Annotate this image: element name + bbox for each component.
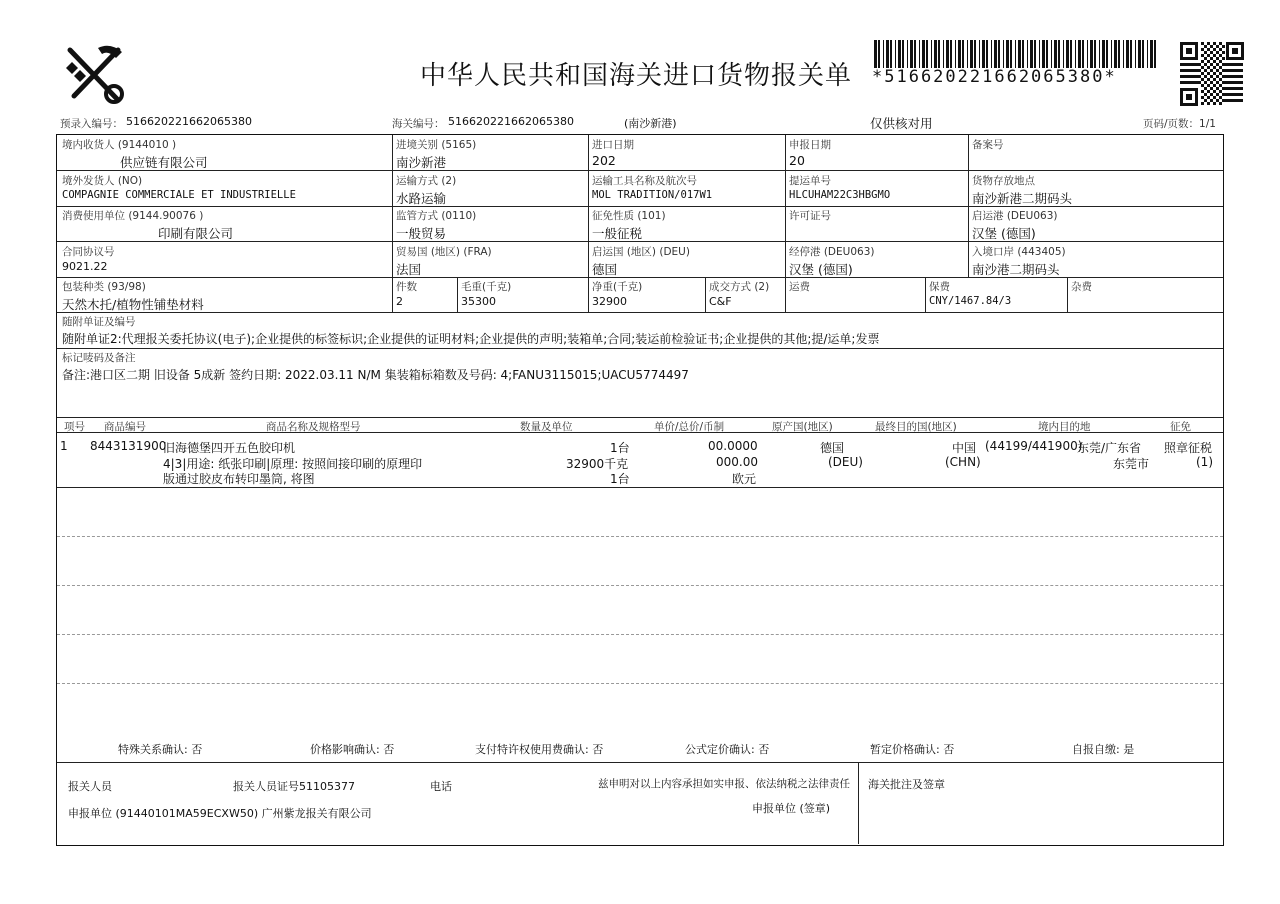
net-weight-label: 净重(千克): [592, 281, 643, 293]
transport-label: 运输方式 (2): [396, 175, 457, 187]
storage-label: 货物存放地点: [972, 175, 1035, 187]
shipper-label: 境外发货人 (NO): [62, 175, 143, 187]
origin-port-label: 启运港 (DEU063): [972, 210, 1058, 222]
item-domestic-line2: 东莞市: [1113, 457, 1150, 471]
item-no: 1: [60, 439, 68, 453]
declaring-unit: 申报单位 (91440101MA59ECXW50) 广州紫龙报关有限公司: [68, 807, 372, 820]
pieces-value: 2: [396, 295, 403, 308]
col-header-dest: 最终目的国(地区): [875, 421, 957, 433]
misc-fee-label: 杂费: [1071, 281, 1092, 293]
item-levy-line1: 照章征税: [1164, 441, 1213, 455]
item-domestic-line1: 东莞/广东省: [1077, 441, 1142, 455]
freight-label: 运费: [789, 281, 810, 293]
self-pay-confirm: 自报自缴: 是: [1072, 743, 1135, 756]
contract-label: 合同协议号: [62, 246, 115, 258]
insurance-value: CNY/1467.84/3: [929, 295, 1012, 307]
col-header-item: 项号: [64, 421, 85, 433]
customs-emblem-logo: [58, 40, 132, 110]
item-origin-line2: (DEU): [828, 455, 863, 469]
bl-label: 提运单号: [789, 175, 831, 187]
item-qty-line1: 1台: [610, 441, 630, 455]
col-header-code: 商品编号: [104, 421, 146, 433]
supervision-value: 一般贸易: [396, 226, 447, 241]
col-header-levy: 征免: [1170, 421, 1191, 433]
col-header-name: 商品名称及规格型号: [266, 421, 361, 433]
provisional-confirm: 暂定价格确认: 否: [870, 743, 955, 756]
consumer-value: 印刷有限公司: [158, 226, 234, 241]
port-name: (南沙新港): [624, 117, 677, 130]
entry-customs-label: 进境关别 (5165): [396, 139, 477, 151]
item-dest-code: (44199/441900): [985, 439, 1083, 453]
consumer-label: 消费使用单位 (9144.90076 ): [62, 210, 204, 222]
col-header-price: 单价/总价/币制: [654, 421, 725, 433]
declare-date-label: 申报日期: [789, 139, 831, 151]
customs-no-label: 海关编号：: [392, 118, 445, 130]
legal-statement: 兹申明对以上内容承担如实申报、依法纳税之法律责任: [598, 778, 850, 790]
levy-label: 征免性质 (101): [592, 210, 666, 222]
page-indicator: 页码/页数：1/1: [1143, 118, 1216, 130]
consignee-value: 供应链有限公司: [120, 155, 208, 170]
royalty-confirm: 支付特许权使用费确认: 否: [475, 743, 604, 756]
item-qty-line2: 32900千克: [566, 457, 629, 471]
formula-confirm: 公式定价确认: 否: [685, 743, 770, 756]
deal-mode-label: 成交方式 (2): [709, 281, 770, 293]
trade-country-label: 贸易国 (地区) (FRA): [396, 246, 492, 258]
depart-country-label: 启运国 (地区) (DEU): [592, 246, 690, 258]
transit-port-value: 汉堡 (德国): [789, 262, 853, 277]
deal-mode-value: C&F: [709, 295, 732, 308]
item-name-line1: 旧海德堡四开五色胶印机: [163, 441, 296, 455]
item-price-line3: 欧元: [732, 472, 757, 486]
gross-weight-value: 35300: [461, 295, 496, 308]
insurance-label: 保费: [929, 281, 950, 293]
vessel-label: 运输工具名称及航次号: [592, 175, 697, 187]
seal-label: 申报单位 (签章): [752, 802, 831, 815]
net-weight-value: 32900: [592, 295, 627, 308]
special-relation-confirm: 特殊关系确认: 否: [118, 743, 203, 756]
documents-value: 随附单证2:代理报关委托协议(电子);企业提供的标签标识;企业提供的证明材料;企业提供的声明;装箱单;合同;装运前检验证书;企业提供的其他;提/运单;发票: [62, 332, 880, 346]
documents-label: 随附单证及编号: [62, 316, 136, 328]
origin-port-value: 汉堡 (德国): [972, 226, 1036, 241]
record-no-label: 备案号: [972, 139, 1004, 151]
item-qty-line3: 1台: [610, 472, 630, 486]
package-value: 天然木托/植物性铺垫材料: [62, 297, 204, 312]
item-code: 8443131900: [90, 439, 167, 453]
levy-value: 一般征税: [592, 226, 643, 241]
declarant-label: 报关人员: [68, 780, 112, 793]
bl-value: HLCUHAM22C3HBGMO: [789, 189, 891, 201]
entry-port-value: 南沙港二期码头: [972, 262, 1060, 277]
phone-label: 电话: [430, 780, 452, 793]
declarant-cert: 报关人员证号51105377: [233, 780, 355, 793]
col-header-domestic: 境内目的地: [1038, 421, 1091, 433]
customs-endorsement-label: 海关批注及签章: [868, 778, 945, 791]
contract-value: 9021.22: [62, 260, 108, 273]
pieces-label: 件数: [396, 281, 417, 293]
barcode-number: *516620221662065380*: [872, 67, 1117, 87]
customs-number: 516620221662065380: [448, 115, 574, 128]
entry-customs-value: 南沙新港: [396, 155, 447, 170]
declare-date-value: 20: [789, 153, 805, 168]
vessel-value: MOL TRADITION/017W1: [592, 189, 713, 201]
transport-value: 水路运输: [396, 191, 447, 206]
pre-entry-number: 516620221662065380: [126, 115, 252, 128]
check-only-text: 仅供核对用: [870, 116, 933, 131]
entry-port-label: 入境口岸 (443405): [972, 246, 1066, 258]
item-origin-line1: 德国: [820, 441, 845, 455]
item-levy-line2: (1): [1196, 455, 1213, 469]
item-dest-line1: 中国: [952, 441, 977, 455]
document-title: 中华人民共和国海关进口货物报关单: [420, 61, 853, 91]
item-dest-line2: (CHN): [945, 455, 981, 469]
consignee-label: 境内收货人 (9144010 ): [62, 139, 177, 151]
import-date-value: 202: [592, 153, 616, 168]
license-label: 许可证号: [789, 210, 831, 222]
item-price-line2: 000.00: [716, 455, 758, 469]
pre-entry-label: 预录入编号：: [60, 118, 123, 130]
item-price-line1: 00.0000: [708, 439, 758, 453]
col-header-qty: 数量及单位: [520, 421, 573, 433]
supervision-label: 监管方式 (0110): [396, 210, 477, 222]
price-impact-confirm: 价格影响确认: 否: [310, 743, 395, 756]
col-header-origin: 原产国(地区): [772, 421, 833, 433]
depart-country-value: 德国: [592, 262, 618, 277]
import-date-label: 进口日期: [592, 139, 634, 151]
gross-weight-label: 毛重(千克): [461, 281, 512, 293]
trade-country-value: 法国: [396, 262, 422, 277]
item-name-line3: 版通过胶皮布转印墨筒, 将图: [163, 472, 315, 486]
remarks-label: 标记唛码及备注: [62, 352, 136, 364]
item-name-line2: 4|3|用途: 纸张印刷|原理: 按照间接印刷的原理印: [163, 457, 423, 471]
package-label: 包装种类 (93/98): [62, 281, 146, 293]
barcode: [872, 40, 1162, 68]
shipper-value: COMPAGNIE COMMERCIALE ET INDUSTRIELLE: [62, 189, 296, 201]
remarks-value: 备注:港口区二期 旧设备 5成新 签约日期: 2022.03.11 N/M 集装箱标箱数及号码: 4;FANU3115015;UACU5774497: [62, 368, 689, 382]
transit-port-label: 经停港 (DEU063): [789, 246, 875, 258]
qr-code: [1180, 42, 1244, 106]
storage-value: 南沙新港二期码头: [972, 191, 1073, 206]
